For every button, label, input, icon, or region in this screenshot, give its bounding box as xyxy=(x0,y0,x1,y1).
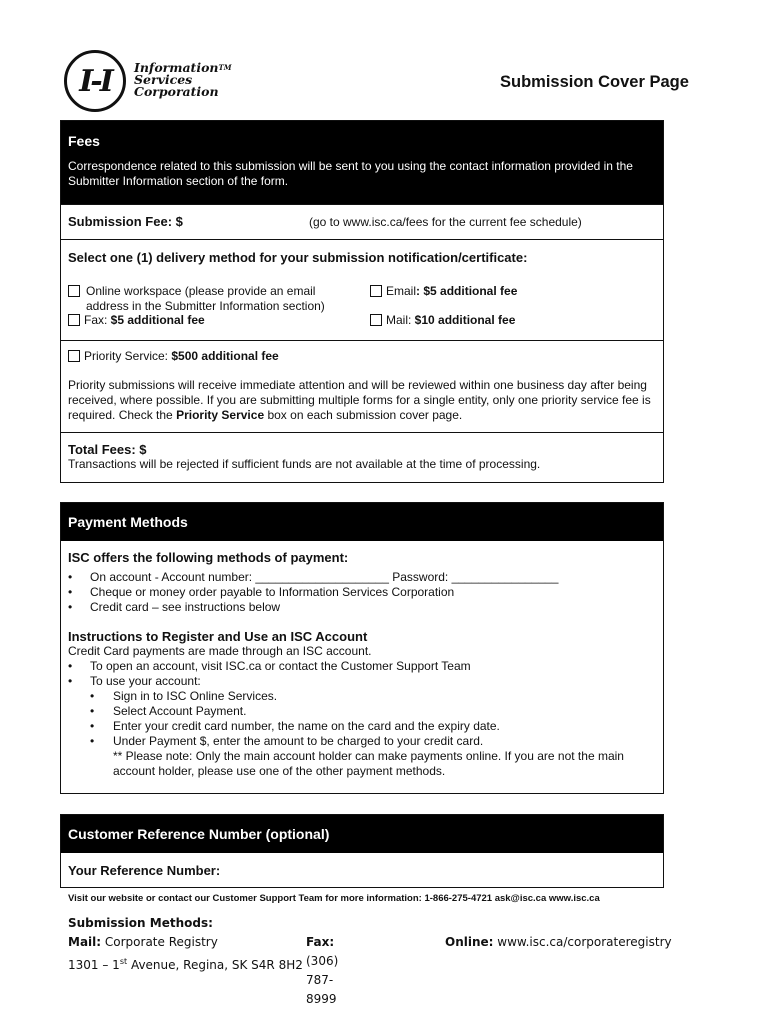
submission-methods xyxy=(68,914,672,1006)
fees-header xyxy=(61,121,663,204)
online-checkbox[interactable] xyxy=(68,285,80,297)
fax-method-value: (306) 787-8999 xyxy=(306,954,339,1006)
priority-label: Priority Service: xyxy=(84,349,172,363)
option-fax[interactable] xyxy=(68,313,205,328)
option-email[interactable] xyxy=(370,284,517,299)
method-credit: • Credit card – see instructions below xyxy=(68,600,656,615)
usage-step: • Sign in to ISC Online Services. xyxy=(90,689,656,704)
priority-text-1: Priority submissions will receive immediate attention and will be reviewed within one business day after being received, where possible. If you are submitting multiple forms for a single entity, only one priority service fee is required. Check the xyxy=(68,378,651,422)
mail-method xyxy=(68,933,218,952)
payment-title: Payment Methods xyxy=(68,514,188,530)
mail-fee: $10 additional fee xyxy=(414,313,516,327)
mail-label: Mail: xyxy=(386,313,415,327)
logo-wordmark xyxy=(134,62,231,98)
option-mail[interactable] xyxy=(370,313,515,328)
payment-section xyxy=(60,502,664,794)
reference-label: Your Reference Number: xyxy=(68,863,221,878)
instructions-list xyxy=(68,659,656,689)
submission-fee-note: (go to www.isc.ca/fees for the current fee schedule) xyxy=(309,215,582,229)
payment-methods-list xyxy=(68,570,656,615)
submission-methods-title: Submission Methods: xyxy=(68,916,213,930)
online-method-value: www.isc.ca/corporateregistry xyxy=(493,935,672,949)
online-method-label: Online: xyxy=(445,935,494,949)
reference-title: Customer Reference Number (optional) xyxy=(68,826,330,842)
mail-method-label: Mail: xyxy=(68,935,102,949)
address-sup: st xyxy=(119,957,128,966)
instructions-intro: Credit Card payments are made through an ISC account. xyxy=(68,644,372,658)
logo-mark: I-I xyxy=(79,63,111,99)
fax-method xyxy=(306,933,338,1009)
total-fees-label: Total Fees: $ xyxy=(68,442,147,457)
fax-fee: $5 additional fee xyxy=(110,313,205,327)
total-fees-note: Transactions will be rejected if sufficient funds are not available at the time of processing. xyxy=(68,457,541,471)
usage-step: • Select Account Payment. xyxy=(90,704,656,719)
delivery-method-row xyxy=(61,239,663,340)
instruction-open: • To open an account, visit ISC.ca or contact the Customer Support Team xyxy=(68,659,656,674)
method-cheque: • Cheque or money order payable to Information Services Corporation xyxy=(68,585,656,600)
usage-step: • Under Payment $, enter the amount to be charged to your credit card. xyxy=(90,734,656,749)
total-fees-row xyxy=(61,432,663,482)
fax-method-label: Fax: xyxy=(306,935,335,949)
logo-tm: TM xyxy=(218,63,232,72)
online-method xyxy=(445,933,672,952)
submission-fee-label: Submission Fee: $ xyxy=(68,214,183,229)
method-account: • On account - Account number: ____________________ Password: ________________ xyxy=(68,570,656,585)
contact-info: Visit our website or contact our Customer Support Team for more information: 1-866-275-4721 ask@isc.ca www.isc.ca xyxy=(68,893,600,904)
instruction-use: • To use your account: xyxy=(68,674,656,689)
option-priority[interactable] xyxy=(68,349,656,364)
payment-note: ** Please note: Only the main account holder can make payments online. If you are not the main account holder, please use one of the other payment methods. xyxy=(113,749,624,778)
online-label: Online workspace (please provide an email address in the Submitter Information section) xyxy=(86,284,325,313)
logo-line-1: Information xyxy=(134,60,219,75)
option-online[interactable] xyxy=(68,284,348,313)
fees-intro: Correspondence related to this submission will be sent to you using the contact information provided in the Submitter Information section of the form. xyxy=(68,159,633,188)
email-checkbox[interactable] xyxy=(370,285,382,297)
fax-label: Fax: xyxy=(84,313,111,327)
priority-text-2: box on each submission cover page. xyxy=(264,408,463,422)
priority-row xyxy=(61,340,663,432)
logo-line-3: Corporation xyxy=(134,84,219,99)
delivery-heading: Select one (1) delivery method for your submission notification/certificate: xyxy=(68,250,528,265)
submission-fee-row xyxy=(61,204,663,239)
fees-title: Fees xyxy=(68,133,100,149)
usage-step: • Enter your credit card number, the name on the card and the expiry date. xyxy=(90,719,656,734)
logo-emblem xyxy=(64,50,126,112)
address-part-1: 1301 – 1 xyxy=(68,958,120,972)
instructions-heading: Instructions to Register and Use an ISC Account xyxy=(68,629,368,644)
isc-logo xyxy=(64,50,264,116)
address-part-2: Avenue, Regina, SK S4R 8H2 xyxy=(127,958,303,972)
mailing-address xyxy=(68,952,303,975)
fees-section xyxy=(60,120,664,483)
page-title: Submission Cover Page xyxy=(500,73,689,91)
email-fee: : $5 additional fee xyxy=(416,284,518,298)
mail-method-value: Corporate Registry xyxy=(101,935,218,949)
payment-heading: ISC offers the following methods of payment: xyxy=(68,550,349,565)
reference-section xyxy=(60,814,664,888)
usage-steps-list xyxy=(90,689,656,749)
fax-checkbox[interactable] xyxy=(68,314,80,326)
mail-checkbox[interactable] xyxy=(370,314,382,326)
reference-header xyxy=(61,815,663,853)
payment-body xyxy=(61,541,663,779)
priority-description xyxy=(68,378,656,423)
logo-line-2: Services xyxy=(134,72,193,87)
email-label: Email xyxy=(386,284,417,298)
priority-fee: $500 additional fee xyxy=(171,349,279,363)
priority-text-bold: Priority Service xyxy=(176,408,265,422)
payment-header xyxy=(61,503,663,541)
priority-checkbox[interactable] xyxy=(68,350,80,362)
